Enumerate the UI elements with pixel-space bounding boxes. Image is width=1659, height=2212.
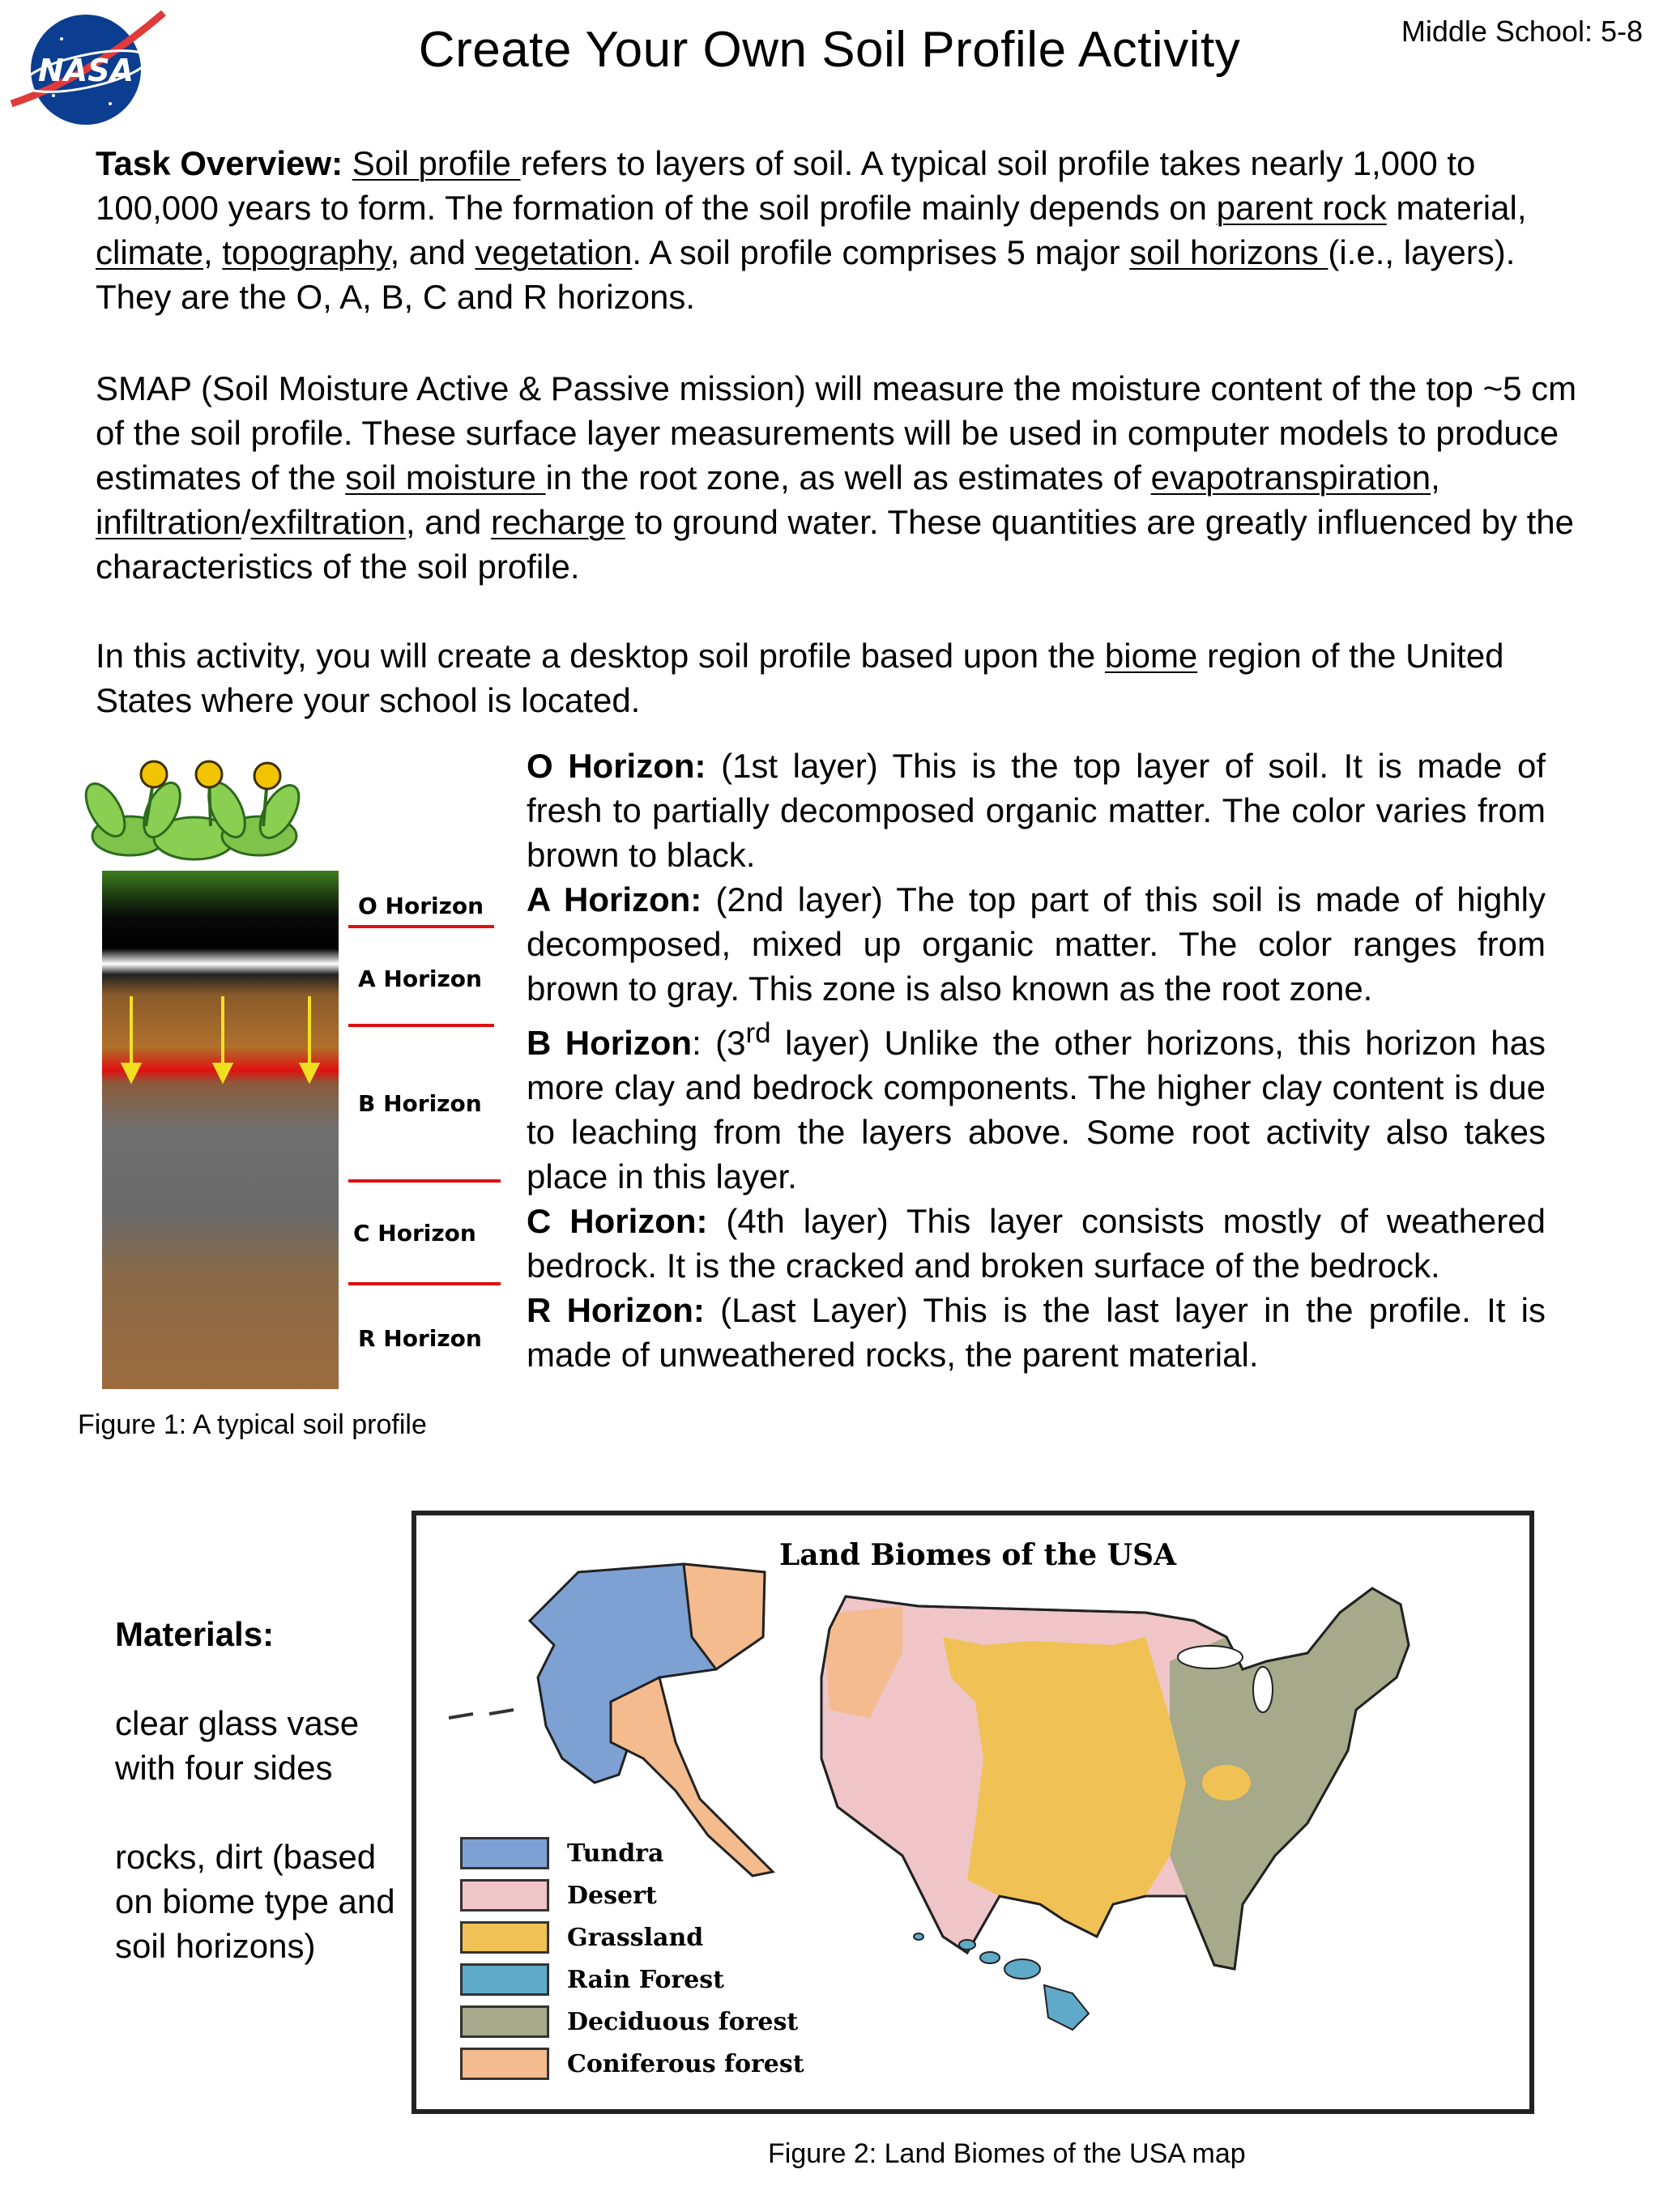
a-horizon-name: A Horizon:	[527, 880, 702, 918]
page-title: Create Your Own Soil Profile Activity	[418, 22, 1241, 78]
c-horizon-description	[527, 1199, 1546, 1288]
figure-2-caption: Figure 2: Land Biomes of the USA map	[768, 2138, 1246, 2169]
horizon-text: (1st layer) This is the top layer of soil. It is made of fresh to partially decomposed organic matter. The color varies from brown to black.	[527, 747, 1546, 874]
grade-level: Middle School: 5-8	[1401, 15, 1643, 48]
legend-item-desert	[460, 1877, 657, 1913]
term-recharge: recharge	[490, 503, 625, 541]
legend-item-rain-forest	[460, 1962, 724, 1997]
legend-item-deciduous-forest	[460, 2004, 798, 2039]
activity-text: region of the United States where your school is located.	[96, 637, 1504, 719]
figure-1-caption: Figure 1: A typical soil profile	[78, 1409, 427, 1440]
activity-paragraph	[96, 633, 1578, 722]
term-topography: topography	[222, 233, 390, 271]
overview-text: (i.e., layers). They are the O, A, B, C and R horizons.	[96, 233, 1516, 316]
term-infiltration: infiltration	[96, 503, 241, 541]
legend-label: Desert	[567, 1881, 657, 1910]
legend-item-tundra	[460, 1835, 663, 1871]
legend-label: Rain Forest	[567, 1965, 725, 1994]
label-r-horizon: R Horizon	[358, 1325, 482, 1352]
materials-section	[115, 1612, 423, 2013]
biome-map	[412, 1511, 1534, 2114]
horizon-descriptions	[527, 744, 1546, 1377]
smap-text: SMAP (Soil Moisture Active & Passive mission) will measure the moisture content of the top ~5 cm of the soil profile. These surface layer measurements will be used in computer models to produce estimates of the	[96, 369, 1577, 497]
b-horizon-name: B Horizon	[527, 1024, 693, 1062]
overview-text: . A soil profile comprises 5 major	[632, 233, 1130, 271]
ordinal-suffix: rd	[745, 1017, 771, 1049]
a-horizon-description	[527, 877, 1546, 1011]
overview-text: material,	[1386, 189, 1527, 227]
legend-item-grassland	[460, 1920, 703, 1955]
horizon-text: (Last Layer) This is the last layer in the profile. It is made of unweathered rocks, the parent material.	[527, 1291, 1546, 1374]
materials-item: clear glass vase with four sides	[115, 1704, 360, 1787]
legend-label: Grassland	[567, 1923, 704, 1952]
term-parent-rock: parent rock	[1216, 189, 1387, 227]
deciduous-forest-swatch	[460, 2005, 549, 2038]
term-exfiltration: exfiltration	[250, 503, 406, 541]
coniferous-forest-swatch	[460, 2048, 549, 2080]
great-lakes	[1253, 1667, 1273, 1712]
smap-text: /	[241, 503, 251, 541]
legend-label: Deciduous forest	[567, 2007, 799, 2036]
grassland-patch	[1202, 1765, 1251, 1801]
logo-text: NASA	[38, 53, 134, 88]
term-evapotranspiration: evapotranspiration	[1150, 458, 1431, 497]
materials-heading: Materials:	[115, 1615, 275, 1653]
soil-profile-figure	[73, 753, 527, 1434]
r-horizon-description	[527, 1288, 1546, 1377]
legend-label: Coniferous forest	[567, 2049, 804, 2078]
tundra-swatch	[460, 1837, 549, 1869]
overview-text: ,	[203, 233, 223, 271]
term-vegetation: vegetation	[475, 233, 633, 271]
label-b-horizon: B Horizon	[358, 1090, 482, 1117]
rain-forest-swatch	[460, 1963, 549, 1996]
horizon-text: (2nd layer) The top part of this soil is made of highly decomposed, mixed up organic matter. The color ranges from brown to gray. This zone is also known as the root zone.	[527, 880, 1546, 1008]
overview-text: , and	[390, 233, 476, 271]
map-title: Land Biomes of the USA	[778, 1538, 1177, 1572]
term-soil-moisture: soil moisture	[345, 458, 546, 497]
task-overview-paragraph	[96, 141, 1578, 319]
smap-text: to ground water. These quantities are greatly influenced by the characteristics of the soil profile.	[96, 503, 1575, 586]
great-lakes	[1178, 1646, 1243, 1669]
materials-item: rocks, dirt (based on biome type and soil horizons)	[115, 1838, 395, 1965]
plant-illustration	[78, 761, 306, 859]
smap-text: in the root zone, as well as estimates of	[545, 458, 1151, 497]
term-biome: biome	[1104, 637, 1198, 675]
legend-item-coniferous-forest	[460, 2046, 804, 2082]
legend-label: Tundra	[567, 1839, 664, 1868]
label-o-horizon: O Horizon	[358, 893, 484, 919]
smap-paragraph	[96, 366, 1578, 589]
term-soil-profile: Soil profile	[352, 144, 521, 182]
hawaii-rain-forest	[914, 1933, 1089, 2030]
horizon-text: : (3	[692, 1024, 746, 1062]
grassland-swatch	[460, 1921, 549, 1954]
b-horizon-description	[527, 1011, 1546, 1199]
smap-text: , and	[405, 503, 491, 541]
label-a-horizon: A Horizon	[358, 965, 482, 992]
o-horizon-description	[527, 744, 1546, 877]
term-climate: climate	[96, 233, 204, 271]
label-c-horizon: C Horizon	[353, 1220, 476, 1247]
soil-column	[102, 871, 339, 1389]
r-horizon-name: R Horizon:	[527, 1291, 705, 1329]
o-horizon-name: O Horizon:	[527, 747, 706, 785]
c-horizon-name: C Horizon:	[527, 1202, 708, 1240]
smap-text: ,	[1431, 458, 1440, 497]
overview-label: Task Overview:	[96, 144, 343, 182]
overview-text: refers to layers of soil. A typical soil profile takes nearly 1,000 to 100,000 years to form. The formation of the soil profile mainly depends on	[96, 144, 1476, 227]
desert-swatch	[460, 1879, 549, 1912]
horizon-text: (4th layer) This layer consists mostly of weathered bedrock. It is the cracked and broken surface of the bedrock.	[527, 1202, 1546, 1285]
term-soil-horizons: soil horizons	[1129, 233, 1328, 271]
activity-text: In this activity, you will create a desktop soil profile based upon the	[96, 637, 1105, 675]
horizon-text: layer) Unlike the other horizons, this horizon has more clay and bedrock components. The higher clay content is due to leaching from the layers above. Some root activity also takes place in this layer.	[527, 1024, 1546, 1196]
